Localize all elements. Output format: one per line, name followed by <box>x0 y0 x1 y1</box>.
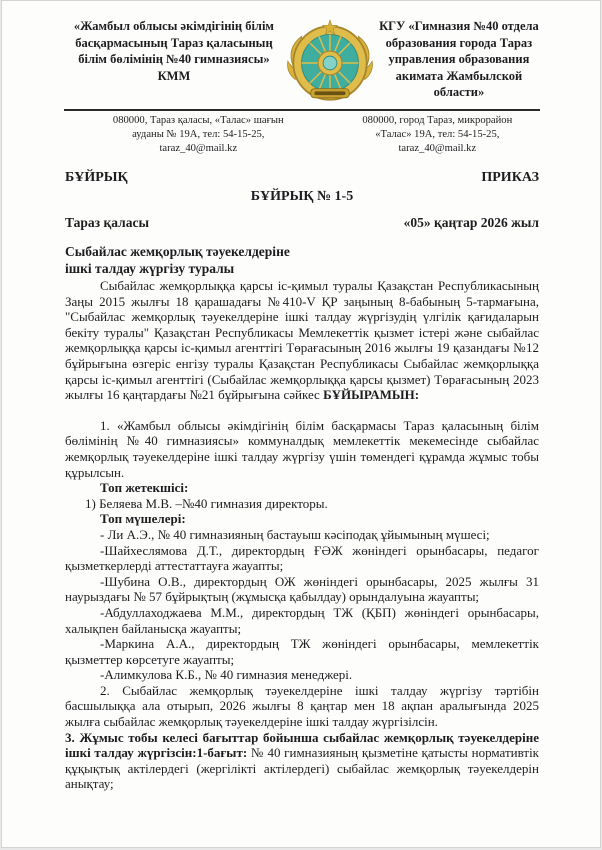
order-text <box>65 278 539 792</box>
address-kazakh-line2: ауданы № 19А, тел: 54-15-25, <box>132 128 265 140</box>
member-entry: -Шубина О.В., директордың ОЖ жөніндегі орынбасары, 2025 жылғы 31 наурыздағы № 57 бұйрықтың (жұмысқа қабылдау) орындалуына жауапты; <box>65 573 539 605</box>
member-entry: -Абдуллаходжаева М.М., директордың ТЖ (ҚБП) жөніндегі орынбасары, халықпен байланысқа жауапты; <box>65 604 539 636</box>
item-3-direction-label: 1-бағыт: <box>196 745 248 761</box>
order-number: БҰЙРЫҚ № 1-5 <box>250 189 354 205</box>
address-russian <box>333 114 542 155</box>
address-russian-line2: «Талас» 19А, тел: 54-15-25, <box>375 128 500 140</box>
order-word-russian: ПРИКАЗ <box>481 170 539 186</box>
member-entry: -Шайхеслямова Д.Т., директордың ҒӘЖ жөніндегі орынбасары, педагог қызметкерлерді аттестаттауға жауапты; <box>65 542 539 574</box>
group-leader-heading: Топ жетекшісі: <box>100 480 189 496</box>
kazakhstan-emblem <box>284 19 376 107</box>
member-entry: -Алимкулова К.Б., № 40 гимназия менеджері. <box>100 667 353 683</box>
member-entry: -Маркина А.А., директордың ТЖ жөніндегі орынбасары, мемлекеттік қызметтер көрсетуге жауапты; <box>65 636 539 667</box>
address-kazakh <box>64 114 333 155</box>
preamble-text: Сыбайлас жемқорлыққа қарсы іс-қимыл туралы Қазақстан Республикасының Заңы 2015 жылғы 18 қарашадағы №410-V ҚР заңының 8-бабының 5-тармағына, "Сыбайлас жемқорлық тәуекелдеріне ішкі талдау жүргізудің үлгілік қағидаларын бекіту туралы" Қазақстан Республикасы Мемлекеттік қызмет істері және сыбайлас жемқорлыққа қарсы іс-қимыл агенттігі Төрағасының 2016 жылғы 19 қазандағы №12 бұйрығына өзгеріс енгізу туралы Қазақстан Республикасы Сыбайлас жемқорлыққа қарсы іс-қимыл агенттігі (Сыбайлас жемқорлыққа қарсы қызмет) Төрағасының 2023 жылғы 16 қаңтардағы №21 бұйрығына сәйкес <box>65 278 539 403</box>
city-date-row <box>65 215 539 231</box>
address-kazakh-email: taraz_40@mail.kz <box>159 142 238 154</box>
document-page <box>1 0 601 848</box>
order-date: «05» қаңтар 2026 жыл <box>403 215 539 231</box>
preamble-paragraph <box>65 278 539 403</box>
letterhead <box>2 1 600 107</box>
address-russian-email: taraz_40@mail.kz <box>398 142 477 154</box>
item-3-bold-lead: 3. Жұмыс тобы келесі бағыттар бойынша сыбайлас жемқорлық тәуекелдеріне ішкі талдау жүргізсін: <box>65 729 539 761</box>
item-2-paragraph: 2. Сыбайлас жемқорлық тәуекелдеріне ішкі талдау жүргізу тәртібін басшылыққа ала отырып, 2026 жылғы 8 қаңтар мен 18 ақпан аралығында 2025 жылға сыбайлас жемқорлық тәуекелдеріне ішкі талдау жүргізілсін. <box>65 682 539 730</box>
document-body <box>2 170 600 792</box>
order-title-row <box>65 170 539 186</box>
order-subject <box>65 244 539 278</box>
member-entry: - Ли А.Э., № 40 гимназияның бастауыш кәсіподақ ұйымының мүшесі; <box>100 526 490 542</box>
group-leader-entry: 1) Беляева М.В. –№40 гимназия директоры. <box>85 495 328 511</box>
kazakhstan-emblem-icon <box>284 19 376 107</box>
address-kazakh-line1: 080000, Тараз қаласы, «Талас» шағын <box>112 115 284 126</box>
org-name-russian: КГУ «Гимназия №40 отдела образования города Тараз управления образования акимата Жамбылской области» <box>379 19 539 99</box>
order-word-kazakh: БҰЙРЫҚ <box>65 170 128 186</box>
preamble-resolution-word: БҰЙЫРАМЫН: <box>323 387 420 403</box>
item-3-text: № 40 гимназияның қызметіне қатысты нормативтік құқықтық актілердегі (жергілікті актілердегі) сыбайлас жемқорлық тәуекелдерін анықтау; <box>65 745 539 792</box>
order-subject-line1: Сыбайлас жемқорлық тәуекелдеріне <box>65 244 290 260</box>
org-name-kazakh: «Жамбыл облысы әкімдігінің білім басқармасының Тараз қаласының білім бөлімінің №40 гимназиясы» КММ <box>73 19 274 83</box>
members-heading: Топ мүшелері: <box>100 511 186 527</box>
address-russian-line1: 080000, город Тараз, микрорайон <box>362 115 513 126</box>
address-block <box>2 111 600 155</box>
order-city: Тараз қаласы <box>65 215 149 231</box>
item-3-paragraph <box>65 730 539 792</box>
item-1-paragraph: 1. «Жамбыл облысы әкімдігінің білім басқармасы Тараз қаласының білім бөлімінің №40 гимназиясы» коммуналдық мемлекеттік мекемесінде сыбайлас жемқорлық тәуекелдеріне ішкі талдау жүргізу үшін төмендегі құрамда жұмыс тобы құрылсын. <box>65 417 539 480</box>
order-subject-line2: ішкі талдау жүргізу туралы <box>65 261 235 277</box>
